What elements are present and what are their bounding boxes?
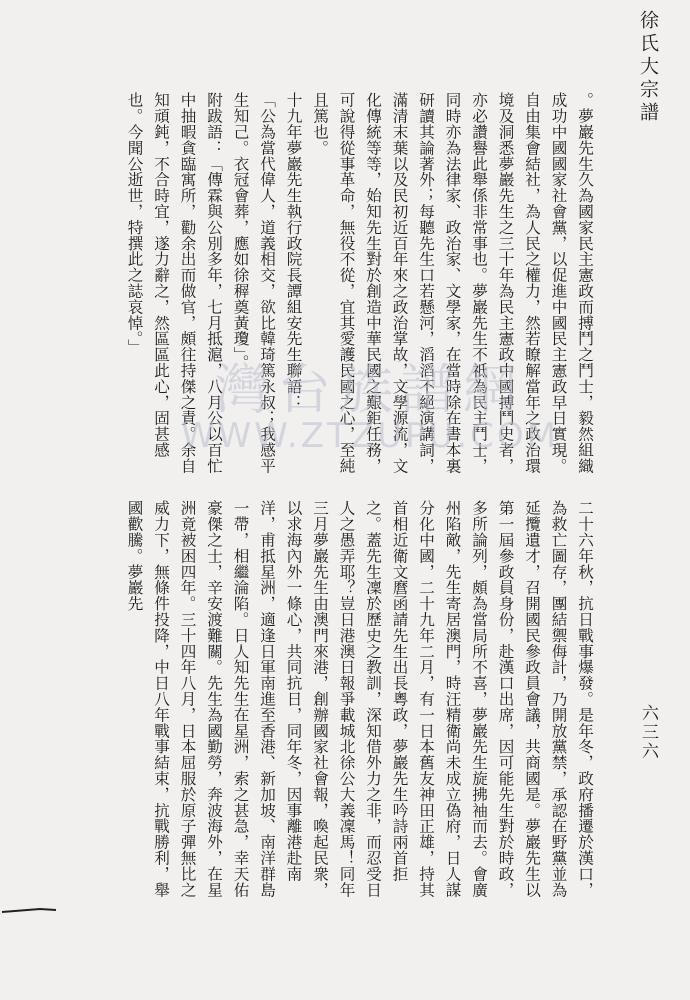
paragraph-war-years: 二十六年秋，抗日戰事爆發。是年冬，政府播遷於漢口，為救亡圖存，團結禦侮計，乃開放黨禁，承認在野黨並為延攬遺才，召開國民參政員會議，共商國是。夢巖先生以第一屆參政員身份，赴漢口出席，因可能先生對於時政，多所論列，頗為當局所不喜，夢巖先生旋拂袖而去。會廣州陷敵，先生寄居澳門，時汪精衛尚未成立偽府，日人謀分化中國，二十九年二月，有一日本舊友神田正雄，持其首相近衛文麿函請先生出長粵政，夢巖先生吟詩兩首拒之。蓋先生凜於歷史之教訓，深知借外力之非，而忍受日人之愚弄耶？豈日港澳日報爭載城北徐公大義凜馬！同年三月夢巖先生由澳門來港，創辦國家社會報，喚起民衆，以求海內外一條心，共同抗日，同年冬，因事離港赴南洋，甫抵星洲，適逢日軍南進至香港、新加坡、南洋群島一帶，相繼淪陷。日人知先生在星洲，索之甚急，幸天佑豪傑之士，辛安渡難關。先生為國勤勞，奔波海外，在星洲竟被困四年。三十四年八月，日本屈服於原子彈無比之威力下，無條件投降，中日八年戰事結束，抗戰勝利，舉國歡騰。夢巖先: [125, 500, 594, 898]
bottom-text-block: [68, 500, 598, 900]
paragraph-couplet: 「公為當代偉人，道義相交，欲比韓琦篤永叔；我感平生知己。衣冠會葬，應如徐稺奠黃瓊」。: [231, 92, 276, 474]
page-number: 六三六: [638, 704, 658, 761]
watermark-url: WWW.ZTZUPU.COM: [180, 416, 560, 456]
ink-mark: [0, 900, 60, 920]
paragraph-couplet-intro: 十九年夢巖先生執行政院長譚組安先生聯語：: [284, 92, 303, 410]
running-title: 徐氏大宗譜: [637, 10, 659, 125]
paragraph-party-founding: 。夢巖先生久為國家民主憲政而搏鬥之鬥士，毅然組織成功中國國家社會黨，以促進中國民主憲政早日實現。自由集會結社，為人民之權力，然若瞭解當年之政治環境及洞悉夢巖先生之三十年為民主憲政中國搏鬥史者，亦必讚譽此舉係非常事也。夢巖先生不祗為民主鬥士，同時亦為法律家、政治家、文學家，在當時除在書本裏研讀其論著外；每聽先生口若懸河，滔滔不絕演講詞，滿清末葉以及民初近百年來之政治掌故，文學源流，文化傳統等等，始知先生對於創造中華民國之艱鉅任務，可說得從事革命，無役不從，宜其愛護民國之心，至純且篤也。: [311, 92, 594, 474]
watermark-title: 灣台族譜網: [215, 358, 525, 421]
top-text-block: [68, 92, 598, 487]
paragraph-postscript: 附跋語：「傳霖與公別多年，七月抵滬，八月公以百忙中抽暇貪臨寓所，勸余出而做官，頗往持傑之責。余自知頑鈍，不合時宜，遂力辭之，然區區此心，固甚感也。今聞公逝世，特撰此之誌哀悼。」: [125, 92, 223, 474]
